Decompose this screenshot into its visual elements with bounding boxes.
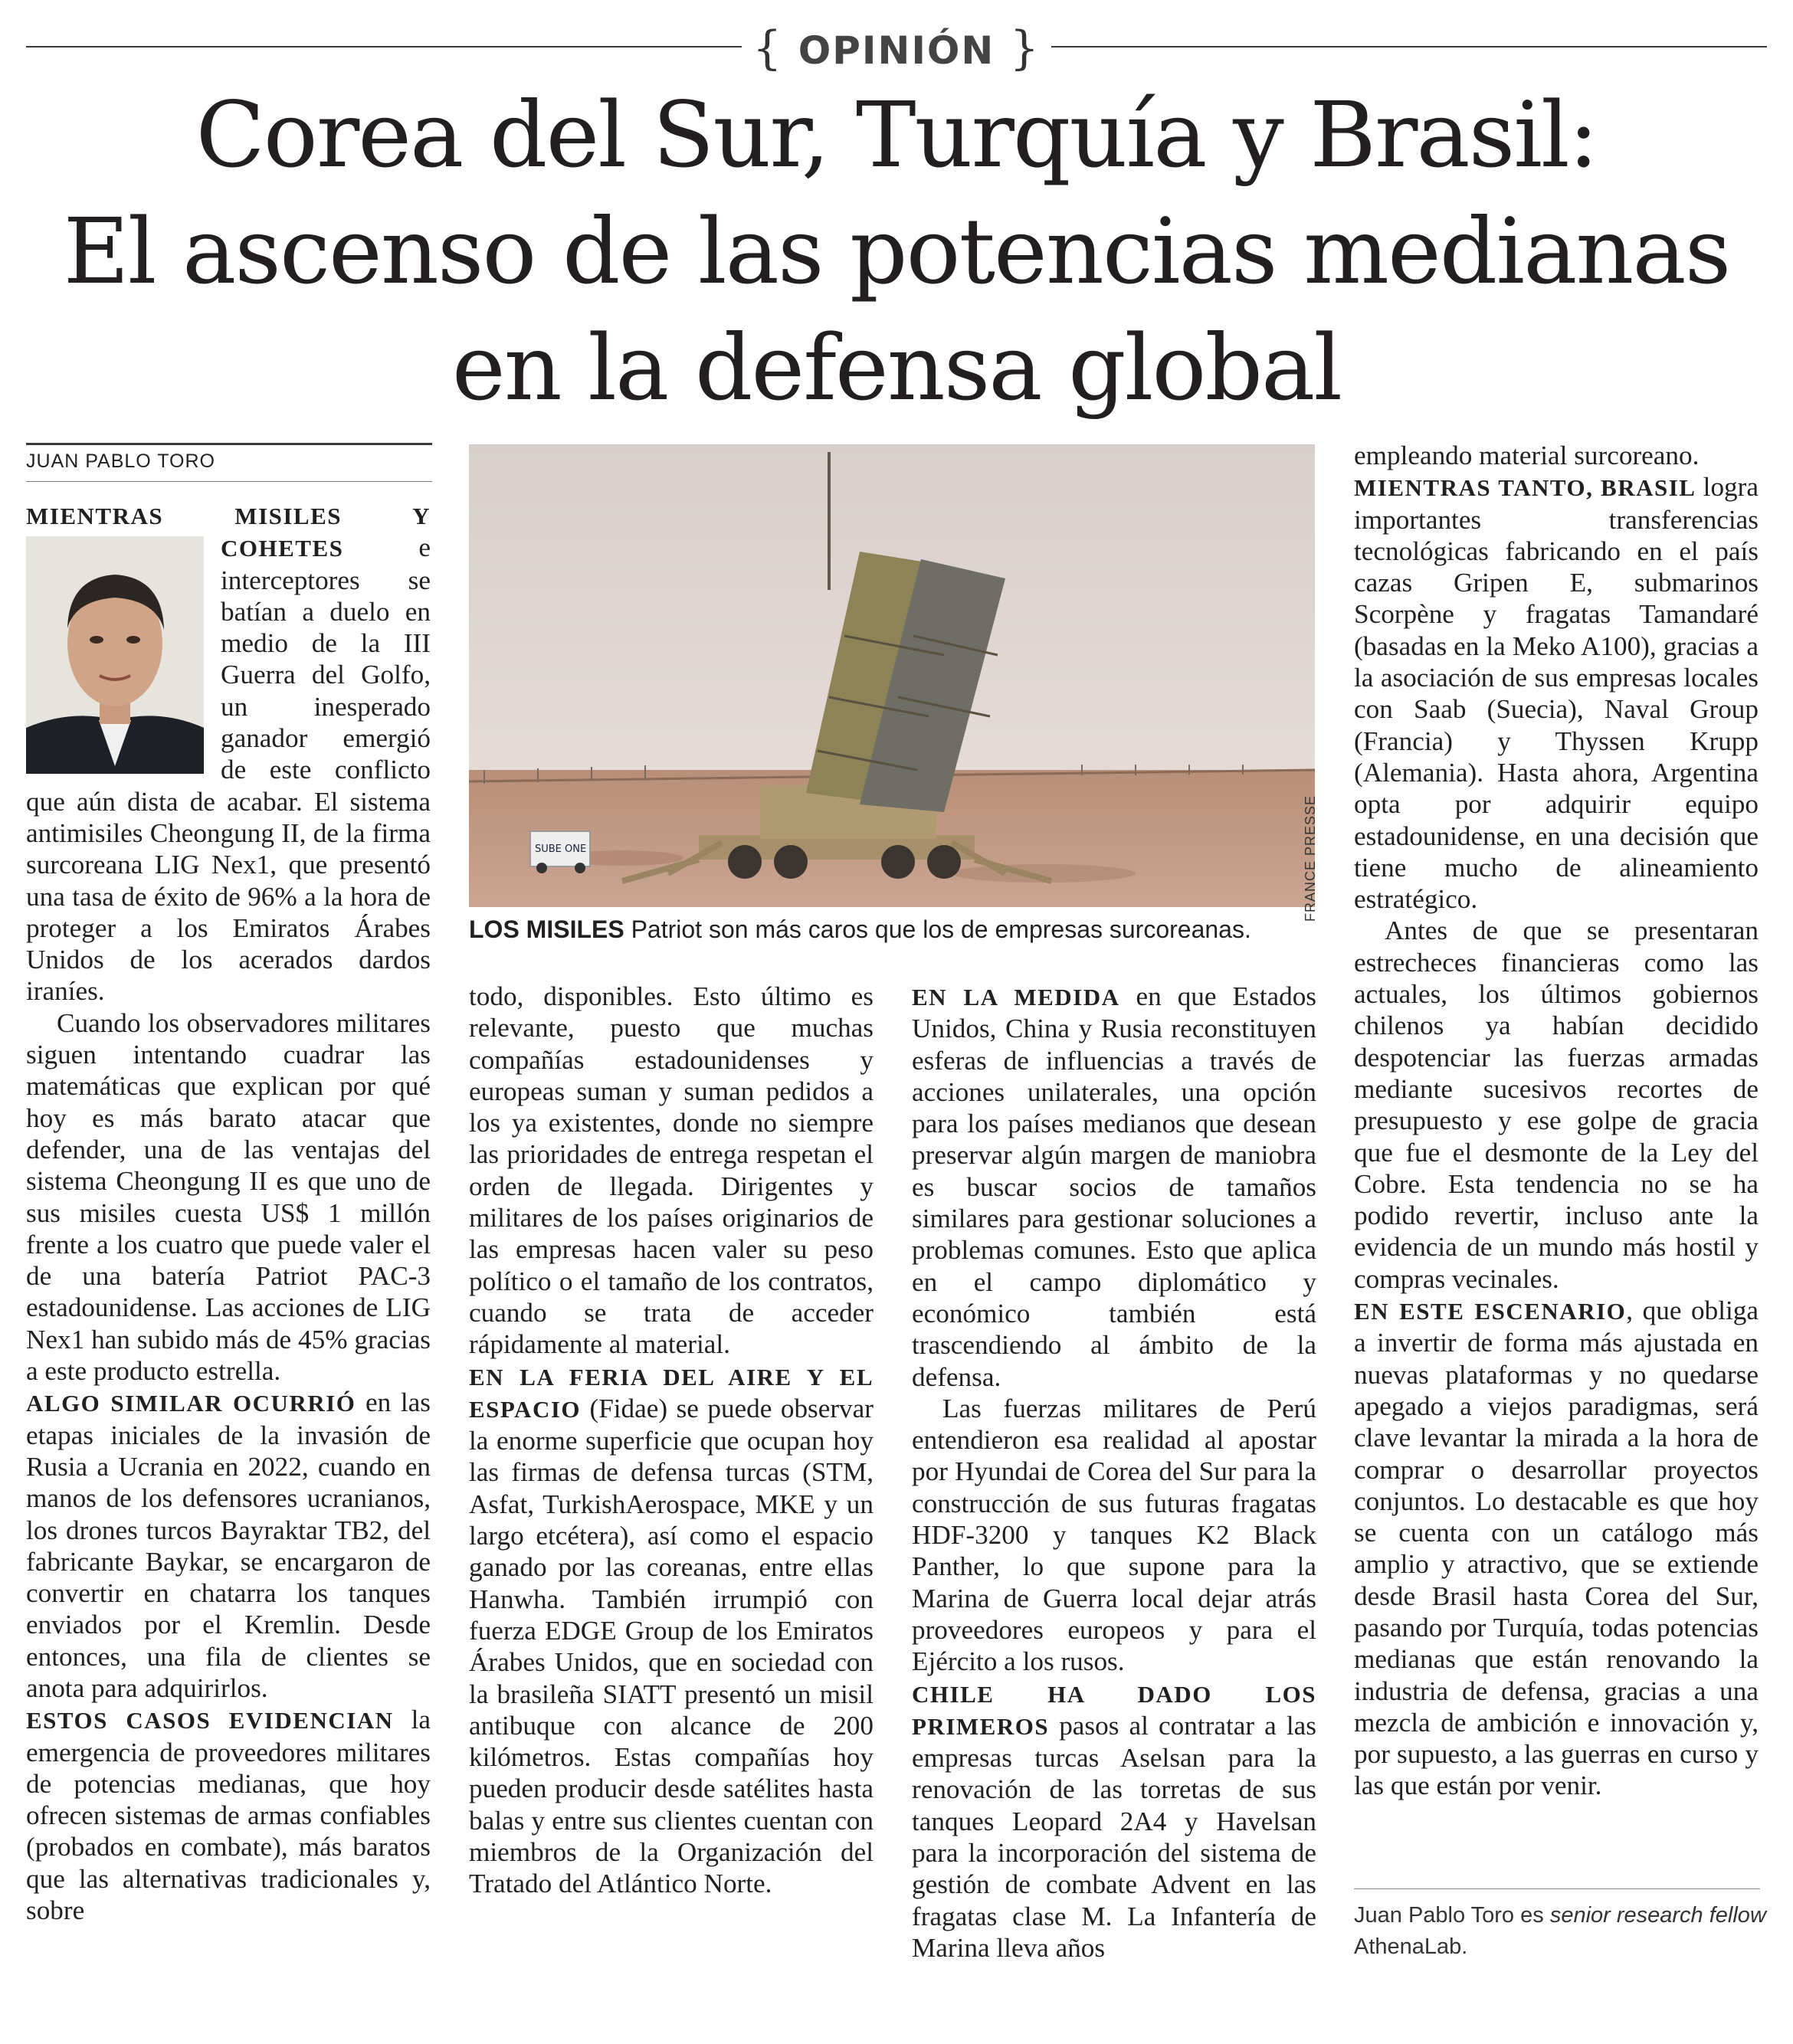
col3-lead-3: CHILE HA DADO LOS PRIMEROS (912, 1680, 1316, 1740)
col4-text-4: , que obliga a invertir de forma más ajustada en nuevas plataformas y no quedarse apegado a viejos paradigmas, será clave levantar la mirada a la hora de comprar o desarrollar proyectos conjuntos. Lo destacable es que hoy se cuenta con un catálogo más amplio y atractivo, que se extiende desde Brasil hasta Corea del Sur, pasando por Turquía, todas potencias medianas que están renovando la industria de defensa, gracias a una mezcla de ambición e innovación y, por supuesto, a las guerras en curso y las que están por venir. (1354, 1296, 1759, 1801)
headline (0, 77, 1793, 426)
author-note-role: senior research fellow (1549, 1903, 1766, 1928)
author-note (1354, 1900, 1768, 1963)
col4-text-2: logra importantes transferencias tecnológicas fabricando en el país cazas Gripen E, submarinos Scorpène y fragatas Tamandaré (basadas en la Meko A100), gracias a la asociación de sus empresas locales con Saab (Suecia), Naval Group (Francia) y Thyssen Krupp (Alemania). Hasta ahora, Argentina opta por adquirir equipo estadounidense, en una decisión que tiene mucho de alineamiento estratégico. (1354, 472, 1759, 915)
section-name: OPINIÓN (798, 28, 995, 73)
col2-lead-2: EN LA FERIA DEL AIRE Y EL ESPACIO (469, 1363, 874, 1423)
headline-line-2: El ascenso de las potencias medianas (63, 198, 1730, 304)
byline-rule-bottom (26, 481, 432, 482)
col2-paragraph-1: todo, disponibles. Esto último es relevante, puesto que muchas compañías estadounidenses y europeas suman y suman pedidos a los ya existentes, donde no siempre las prioridades de entrega respetan el orden de llegada. Dirigentes y militares de los países originarios de las empresas hacen valer su peso político o el tamaño de los contratos, cuando se trata de acceder rápidamente al material. (469, 981, 874, 1360)
col4-paragraph-1: empleando material surcoreano. (1354, 441, 1700, 470)
author-portrait (26, 536, 204, 774)
col4-lead-2: MIENTRAS TANTO, BRASIL (1354, 474, 1696, 502)
col1-text-4: la emergencia de proveedores militares de potencias medianas, que hoy ofrecen sistemas de armas confiables (probados en combate), más baratos que las alternativas tradicionales y, sobre (26, 1705, 431, 1926)
truck-label: SUBE ONE (535, 843, 587, 855)
col1-text-1: e interceptores se batían a duelo en medio de la III Guerra del Golfo, un inesperado ganador emergió de este conflicto que aún dista de acabar. El sistema antimisiles Cheongung II, de la firma surcoreana LIG Nex1, que presentó una tasa de éxito de 96% a la hora de proteger a los Emiratos Árabes Unidos de los acerados dardos iraníes. (26, 532, 431, 1007)
caption-text: Patriot son más caros que los de empresas surcoreanas. (624, 916, 1251, 943)
col1-lead-1: MIENTRAS MISILES Y COHETES (26, 503, 431, 562)
col3-text-3: pasos al contratar a las empresas turcas Aselsan para la renovación de las torretas de sus tanques Leopard 2A4 y Havelsan para la incorporación del sistema de gestión de combate Advent en las fragatas clase M. La Infantería de Marina lleva años (912, 1710, 1316, 1963)
headline-line-3: en la defensa global (451, 315, 1342, 421)
photo-caption (469, 916, 1312, 944)
caption-lead: LOS MISILES (469, 916, 624, 943)
col1-paragraph-2: Cuando los observadores militares siguen intentando cuadrar las matemáticas que explican por qué hoy es más barato atacar que defender, una de las ventajas del sistema Cheongung II es que uno de sus misiles cuesta US$ 1 millón frente a los cuatro que puede valer el de una batería Patriot PAC-3 estadounidense. Las acciones de LIG Nex1 han subido más de 45% gracias a este producto estrella. (26, 1007, 431, 1387)
headline-line-1: Corea del Sur, Turquía y Brasil: (195, 82, 1598, 188)
column-2 (469, 981, 874, 1900)
section-label (0, 21, 1793, 75)
byline: JUAN PABLO TORO (26, 450, 216, 472)
author-note-org: AthenaLab. (1354, 1934, 1468, 1959)
small-truck (530, 831, 590, 873)
column-3 (912, 981, 1316, 1964)
section-brace-close: } (1009, 21, 1041, 75)
col3-text-1: en que Estados Unidos, China y Rusia reconstituyen esferas de influencias a través de acciones unilaterales, una opción para los países medianos que desean preservar algún margen de maniobra es buscar socios de tamaños similares para gestionar soluciones a problemas comunes. Esto que aplica en el campo diplomático y económico también está trascendiendo al ámbito de la defensa. (912, 981, 1316, 1392)
col3-lead-1: EN LA MEDIDA (912, 984, 1120, 1011)
author-note-rule (1354, 1888, 1760, 1889)
col1-lead-4: ESTOS CASOS EVIDENCIAN (26, 1707, 394, 1734)
col2-text-2: (Fidae) se puede observar la enorme superficie que ocupan hoy las firmas de defensa turcas (STM, Asfat, TurkishAerospace, MKE y un largo etcétera), así como el espacio ganado por las coreanas, entre ellas Hanwha. También irrumpió con fuerza EDGE Group de los Emiratos Árabes Unidos, que en sociedad con la brasileña SIATT presentó un misil antibuque con alcance de 200 kilómetros. Estas compañías hoy pueden producir desde satélites hasta balas y entre sus clientes cuentan con miembros de la Organización del Tratado del Atlántico Norte. (469, 1393, 874, 1899)
col1-lead-3: ALGO SIMILAR OCURRIÓ (26, 1390, 356, 1417)
col4-lead-4: EN ESTE ESCENARIO (1354, 1298, 1627, 1325)
col3-paragraph-2: Las fuerzas militares de Perú entendieron esa realidad al apostar por Hyundai de Corea del Sur para la construcción de sus futuras fragatas HDF-3200 y tanques K2 Black Panther, lo que supone para la Marina de Guerra local dejar atrás proveedores europeos y para el Ejército a los rusos. (912, 1393, 1316, 1677)
column-4 (1354, 440, 1759, 1802)
column-1 (26, 500, 431, 1926)
author-note-name: Juan Pablo Toro es (1354, 1903, 1550, 1928)
col4-paragraph-3: Antes de que se presentaran estrecheces financieras como las actuales, los últimos gobiernos chilenos ya habían decidido despotenciar las fuerzas armadas mediante sucesivos recortes de presupuesto y ese golpe de gracia que fue el desmonte de la Ley del Cobre. Esta tendencia no se ha podido revertir, incluso ante la evidencia de un mundo más hostil y compras vecinales. (1354, 916, 1759, 1294)
section-brace-open: { (752, 21, 784, 75)
col1-text-3: en las etapas iniciales de la invasión de Rusia a Ucrania en 2022, cuando en manos de los defensores ucranianos, los drones turcos Bayraktar TB2, del fabricante Baykar, se encargaron de convertir en chatarra los tanques enviados por el Kremlin. Desde entonces, una fila de clientes se anota para adquirirlos. (26, 1387, 431, 1703)
patriot-launcher-photo (469, 444, 1315, 907)
photo-credit: FRANCE PRESSE (1303, 794, 1318, 922)
byline-rule (26, 443, 432, 445)
